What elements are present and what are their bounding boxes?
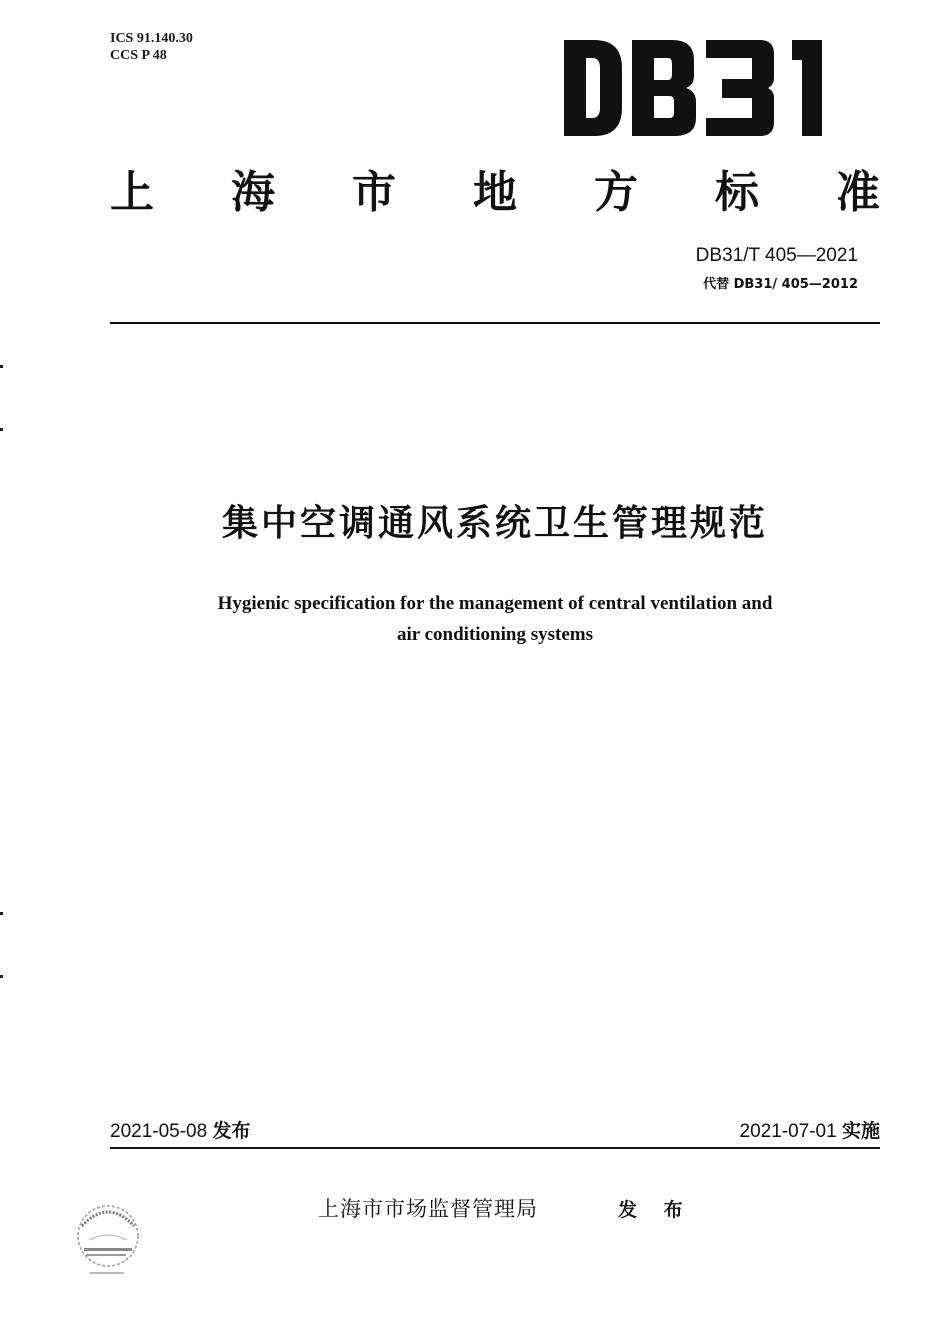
seal-stamp-icon [68, 1196, 148, 1286]
bottom-divider [110, 1147, 880, 1149]
logo-letter-d [564, 40, 622, 136]
classification-codes [110, 30, 193, 64]
scan-mark [0, 975, 3, 978]
english-title-line-1: Hygienic specification for the management of central ventilation and [217, 593, 773, 614]
scan-mark [0, 428, 3, 431]
logo-digit-3 [706, 40, 774, 136]
ccs-code: CCS P 48 [110, 48, 167, 63]
db31-logo [560, 38, 832, 138]
standard-type-char: 方 [594, 167, 638, 218]
implementation-date-value: 2021-07-01 [739, 1121, 837, 1142]
scan-mark [0, 365, 3, 368]
scan-mark [0, 912, 3, 915]
standard-type-char: 市 [352, 167, 396, 218]
implementation-date-suffix: 实施 [841, 1120, 880, 1142]
issue-date-value: 2021-05-08 [110, 1121, 208, 1142]
logo-digit-1 [792, 40, 822, 136]
chinese-title: 集中空调通风系统卫生管理规范 [221, 503, 768, 544]
top-divider [110, 322, 880, 324]
issue-date [110, 1118, 251, 1145]
english-title-line-2: air conditioning systems [396, 624, 593, 645]
replaces-standard: 代替 DB31/ 405—2012 [703, 277, 858, 292]
publisher-name: 上海市市场监督管理局 [318, 1197, 538, 1221]
standard-type-char: 地 [473, 167, 517, 218]
ics-code: ICS 91.140.30 [110, 31, 193, 46]
issue-date-suffix: 发布 [212, 1120, 251, 1142]
standard-type-char: 海 [231, 167, 275, 218]
standard-type-char: 标 [715, 167, 759, 218]
publisher-action: 发 布 [618, 1199, 693, 1221]
standard-type-heading [110, 165, 880, 221]
english-title [110, 588, 880, 650]
logo-letter-b [632, 40, 696, 136]
implementation-date [740, 1118, 881, 1145]
document-number: DB31/T 405—2021 [695, 245, 858, 266]
standard-type-char: 准 [836, 167, 880, 218]
standard-type-char: 上 [110, 167, 154, 218]
